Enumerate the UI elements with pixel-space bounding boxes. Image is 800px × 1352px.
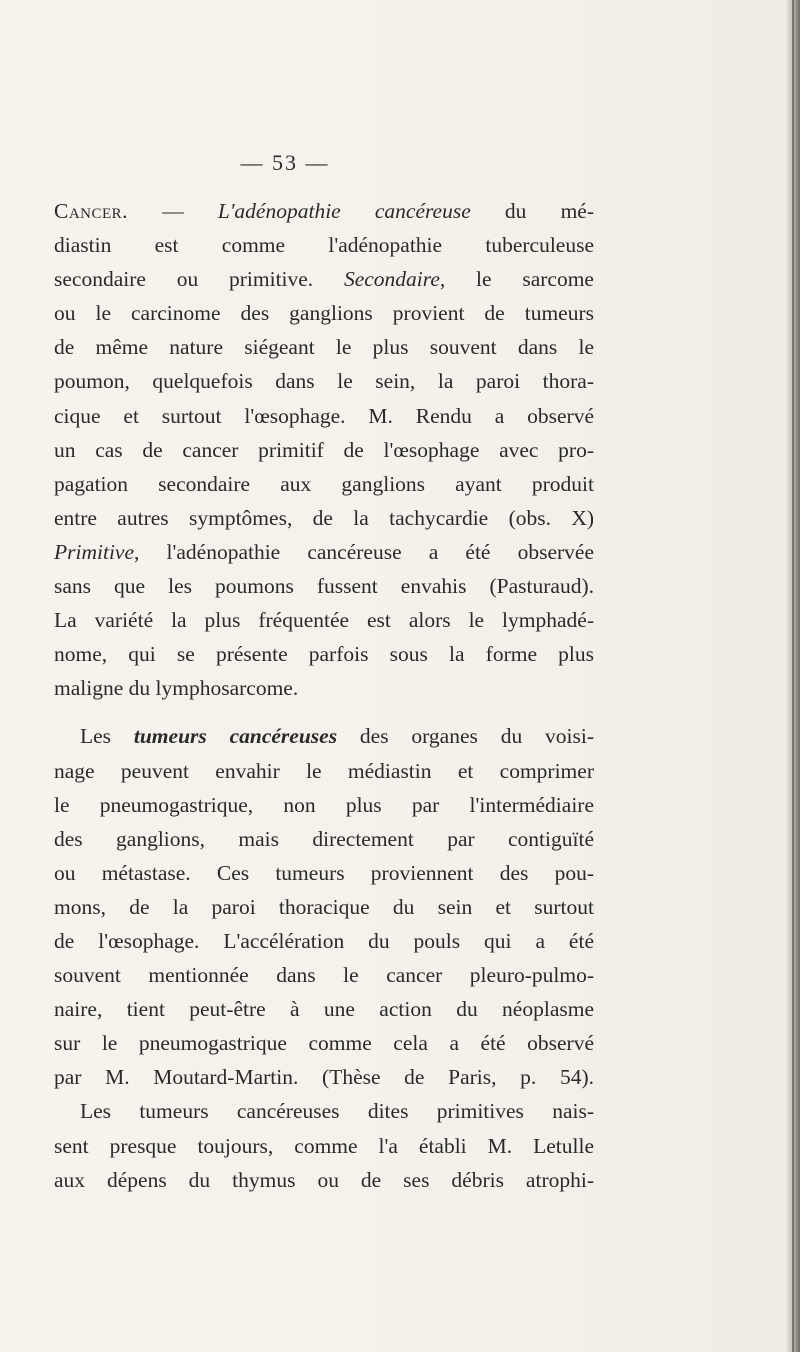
section-heading: Cancer. — [54, 199, 129, 223]
text-line: aux dépens du thymus ou de ses débris atrophi- — [54, 1167, 594, 1192]
italic-term: L'adénopathie cancéreuse — [217, 199, 471, 223]
text-line: souvent mentionnée dans le cancer pleuro-pulmo- — [54, 963, 594, 988]
text-span: Les — [80, 724, 134, 749]
text-line — [54, 262, 594, 296]
text-span: , l'adénopathie cancéreuse a été observée — [134, 539, 594, 564]
italic-term: Primitive — [54, 539, 135, 564]
text-line: le pneumogastrique, non plus par l'intermédiaire — [54, 792, 594, 817]
text-span: , le sarcome — [439, 267, 594, 292]
text-line: par M. Moutard-Martin. (Thèse de Paris, p. 54). — [54, 1065, 594, 1090]
text-line: mons, de la paroi thoracique du sein et surtout — [54, 894, 594, 919]
text-line: nage peuvent envahir le médiastin et comprimer — [54, 758, 594, 783]
text-line — [54, 535, 594, 569]
text-line: sans que les poumons fussent envahis (Pasturaud). — [54, 574, 594, 599]
text-line: maligne du lymphosarcome. — [54, 676, 299, 701]
text-line: cique et surtout l'œsophage. M. Rendu a observé — [54, 403, 594, 428]
text-line: sur le pneumogastrique comme cela a été observé — [54, 1031, 594, 1056]
italic-term: Secondaire — [343, 267, 440, 292]
text-line: ou métastase. Ces tumeurs proviennent des pou- — [54, 860, 594, 885]
text-line: entre autres symptômes, de la tachycardie (obs. X) — [54, 505, 594, 530]
text-line: ou le carcinome des ganglions provient de tumeurs — [54, 301, 594, 326]
text-line: nome, qui se présente parfois sous la forme plus — [54, 642, 594, 667]
text-span: des organes du voisi- — [337, 724, 594, 749]
text-line: de l'œsophage. L'accélération du pouls qui a été — [54, 928, 594, 953]
text-line — [54, 194, 594, 228]
text-line: un cas de cancer primitif de l'œsophage avec pro- — [54, 437, 594, 462]
text-line: La variété la plus fréquentée est alors le lymphadé- — [54, 608, 594, 633]
text-line: pagation secondaire aux ganglions ayant produit — [54, 471, 594, 496]
text-span: — — [128, 199, 218, 223]
paragraph-gap — [54, 705, 594, 719]
emphasized-term: tumeurs cancéreuses — [133, 724, 338, 749]
text-line: naire, tient peut-être à une action du néoplasme — [54, 997, 594, 1022]
text-line: des ganglions, mais directement par contiguïté — [54, 826, 594, 851]
body-text — [54, 194, 594, 1197]
text-line: Les tumeurs cancéreuses dites primitives nais- — [80, 1099, 594, 1124]
page-binding-line — [792, 0, 794, 1352]
text-span: secondaire ou primitive. — [54, 267, 344, 292]
text-line: diastin est comme l'adénopathie tuberculeuse — [54, 233, 594, 258]
text-line — [54, 719, 594, 753]
page-number: — 53 — — [240, 150, 330, 175]
text-span: du mé- — [470, 199, 594, 223]
text-line: sent presque toujours, comme l'a établi M. Letulle — [54, 1133, 594, 1158]
text-line: de même nature siégeant le plus souvent dans le — [54, 335, 594, 360]
text-line: poumon, quelquefois dans le sein, la paroi thora- — [54, 369, 594, 394]
